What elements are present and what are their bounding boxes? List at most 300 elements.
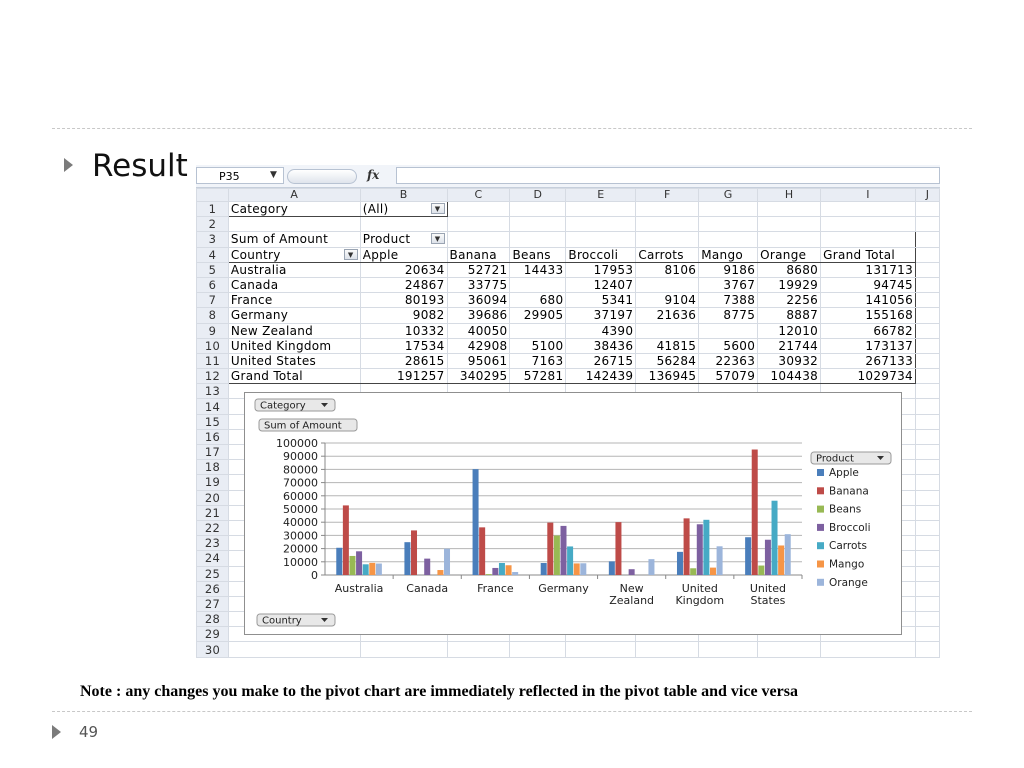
- product-filter-dropdown-icon[interactable]: ▼: [431, 233, 445, 244]
- bar-banana[interactable]: [343, 505, 349, 575]
- cell[interactable]: [360, 217, 447, 232]
- value-cell[interactable]: [566, 353, 636, 368]
- value-cell-text: 24867: [404, 278, 445, 293]
- column-header[interactable]: [566, 189, 636, 202]
- value-cell[interactable]: [758, 323, 821, 338]
- cell[interactable]: [916, 460, 940, 475]
- category-field-button-label: Category: [260, 400, 306, 412]
- row-header[interactable]: [197, 338, 229, 353]
- value-cell[interactable]: [566, 262, 636, 277]
- bar-orange[interactable]: [444, 549, 450, 575]
- formula-bar-resize-handle[interactable]: [287, 169, 357, 184]
- filter-value-cell-text: (All): [362, 202, 389, 217]
- bar-orange[interactable]: [717, 546, 723, 575]
- bar-banana[interactable]: [479, 527, 485, 575]
- worksheet-row: [197, 232, 940, 247]
- bar-broccoli[interactable]: [697, 524, 703, 575]
- value-cell[interactable]: [360, 262, 447, 277]
- value-cell[interactable]: [510, 323, 566, 338]
- bar-carrots[interactable]: [772, 501, 778, 575]
- y-tick-label: 20000: [283, 542, 318, 556]
- value-cell[interactable]: [699, 308, 758, 323]
- column-header[interactable]: [510, 189, 566, 202]
- bar-carrots[interactable]: [703, 520, 709, 575]
- cell[interactable]: [916, 247, 940, 262]
- product-header-cell[interactable]: [447, 247, 510, 262]
- cell[interactable]: [916, 566, 940, 581]
- row-header-text: 26: [204, 581, 221, 596]
- cell[interactable]: [447, 232, 510, 247]
- bar-apple[interactable]: [404, 542, 410, 575]
- row-total-cell-text: 94745: [873, 278, 913, 293]
- value-cell-text: 38436: [593, 338, 634, 353]
- slide-note: Note : any changes you make to the pivot chart are immediately reflected in the pivot table and vice versa: [80, 683, 798, 700]
- cell[interactable]: [447, 642, 510, 657]
- cell[interactable]: [916, 520, 940, 535]
- value-cell[interactable]: [636, 338, 699, 353]
- value-cell[interactable]: [447, 293, 510, 308]
- value-cell[interactable]: [636, 353, 699, 368]
- row-header[interactable]: [197, 536, 229, 551]
- insert-function-icon[interactable]: fx: [367, 168, 380, 182]
- cell[interactable]: [916, 202, 940, 217]
- value-cell[interactable]: [447, 338, 510, 353]
- column-header[interactable]: [228, 189, 360, 202]
- bar-mango[interactable]: [369, 563, 375, 575]
- cell[interactable]: [916, 217, 940, 232]
- bar-apple[interactable]: [609, 561, 615, 575]
- value-cell-text: 4390: [601, 323, 634, 338]
- value-cell[interactable]: [758, 262, 821, 277]
- column-header[interactable]: [821, 189, 916, 202]
- legend-label: Orange: [829, 576, 868, 589]
- grand-total-value-cell[interactable]: [566, 369, 636, 384]
- cell[interactable]: [916, 232, 940, 247]
- row-header[interactable]: [197, 232, 229, 247]
- cell[interactable]: [916, 642, 940, 657]
- cell[interactable]: [758, 217, 821, 232]
- cell[interactable]: [447, 217, 510, 232]
- value-cell[interactable]: [510, 262, 566, 277]
- row-header-text: 24: [204, 551, 221, 566]
- product-header-cell[interactable]: [566, 247, 636, 262]
- row-header-text: 13: [204, 384, 221, 399]
- value-cell[interactable]: [360, 308, 447, 323]
- row-header-text: 12: [204, 369, 221, 384]
- cell[interactable]: [916, 551, 940, 566]
- cell[interactable]: [916, 399, 940, 414]
- value-cell[interactable]: [699, 338, 758, 353]
- value-cell-text: 30932: [778, 353, 819, 368]
- column-header[interactable]: [758, 189, 821, 202]
- bar-apple[interactable]: [336, 548, 342, 575]
- cell[interactable]: [510, 642, 566, 657]
- bar-apple[interactable]: [473, 469, 479, 575]
- bar-beans[interactable]: [690, 568, 696, 575]
- worksheet-row: [197, 202, 940, 217]
- grand-total-value-cell[interactable]: [510, 369, 566, 384]
- cell[interactable]: [758, 232, 821, 247]
- column-header[interactable]: [447, 189, 510, 202]
- product-header-cell[interactable]: [510, 247, 566, 262]
- cell[interactable]: [916, 262, 940, 277]
- row-header[interactable]: [197, 642, 229, 657]
- x-tick-label: New: [619, 582, 644, 595]
- value-cell[interactable]: [636, 308, 699, 323]
- bar-mango[interactable]: [437, 570, 443, 575]
- cell[interactable]: [916, 429, 940, 444]
- row-header[interactable]: [197, 566, 229, 581]
- value-cell[interactable]: [636, 262, 699, 277]
- cell[interactable]: [916, 308, 940, 323]
- value-cell[interactable]: [566, 308, 636, 323]
- bar-mango[interactable]: [778, 545, 784, 575]
- grand-total-value-cell[interactable]: [447, 369, 510, 384]
- value-cell[interactable]: [360, 323, 447, 338]
- worksheet-row: [197, 323, 940, 338]
- value-cell[interactable]: [447, 308, 510, 323]
- row-header[interactable]: [197, 202, 229, 217]
- cell[interactable]: [566, 642, 636, 657]
- bar-banana[interactable]: [752, 450, 758, 575]
- bar-broccoli[interactable]: [492, 568, 498, 575]
- bar-broccoli[interactable]: [424, 559, 430, 575]
- cell[interactable]: [916, 627, 940, 642]
- country-cell[interactable]: [228, 353, 360, 368]
- row-header[interactable]: [197, 414, 229, 429]
- row-header[interactable]: [197, 247, 229, 262]
- bar-mango[interactable]: [506, 565, 512, 575]
- value-cell-text: 17953: [593, 262, 634, 277]
- bullet-arrow-icon: [64, 158, 73, 172]
- country-cell-text: New Zealand: [230, 323, 314, 338]
- product-header-cell-text: Mango: [701, 247, 744, 262]
- grand-total-value-cell-text: 104438: [770, 369, 819, 384]
- bar-apple[interactable]: [541, 563, 547, 575]
- value-cell-text: 8106: [664, 262, 697, 277]
- value-cell[interactable]: [447, 277, 510, 292]
- cell[interactable]: [916, 612, 940, 627]
- row-header[interactable]: [197, 308, 229, 323]
- product-header-cell[interactable]: [758, 247, 821, 262]
- cell[interactable]: [821, 232, 916, 247]
- value-cell-text: 8775: [723, 308, 756, 323]
- bar-carrots[interactable]: [499, 563, 505, 575]
- row-header[interactable]: [197, 384, 229, 399]
- cell[interactable]: [916, 475, 940, 490]
- country-cell[interactable]: [228, 338, 360, 353]
- value-cell-text: 26715: [593, 353, 634, 368]
- cell[interactable]: [916, 277, 940, 292]
- cell[interactable]: [821, 217, 916, 232]
- row-header[interactable]: [197, 353, 229, 368]
- column-header-text: J: [925, 188, 930, 201]
- row-header[interactable]: [197, 445, 229, 460]
- filter-label-cell[interactable]: [228, 202, 360, 217]
- cell[interactable]: [916, 596, 940, 611]
- bar-beans[interactable]: [758, 566, 764, 575]
- product-header-cell[interactable]: [360, 247, 447, 262]
- excel-screenshot: [196, 165, 940, 660]
- country-cell[interactable]: [228, 308, 360, 323]
- cell[interactable]: [821, 642, 916, 657]
- value-cell[interactable]: [510, 277, 566, 292]
- value-cell-text: 56284: [656, 353, 697, 368]
- cell[interactable]: [758, 642, 821, 657]
- country-cell[interactable]: [228, 293, 360, 308]
- value-cell[interactable]: [758, 277, 821, 292]
- country-filter-dropdown-icon[interactable]: ▼: [344, 249, 358, 260]
- legend-swatch-orange: [817, 579, 824, 586]
- cell[interactable]: [916, 581, 940, 596]
- row-header[interactable]: [197, 277, 229, 292]
- bar-orange[interactable]: [376, 564, 382, 575]
- row-header-text: 7: [208, 293, 217, 308]
- legend-label: Carrots: [829, 540, 867, 553]
- row-header[interactable]: [197, 399, 229, 414]
- grand-total-header-cell-text: Grand Total: [823, 247, 896, 262]
- worksheet-row: [197, 369, 940, 384]
- row-header[interactable]: [197, 429, 229, 444]
- bar-apple[interactable]: [677, 552, 683, 575]
- row-header[interactable]: [197, 581, 229, 596]
- legend-label: Mango: [829, 558, 865, 571]
- cell[interactable]: [699, 232, 758, 247]
- cell[interactable]: [821, 202, 916, 217]
- cell[interactable]: [916, 414, 940, 429]
- cell[interactable]: [916, 384, 940, 399]
- cell[interactable]: [636, 202, 699, 217]
- bar-banana[interactable]: [684, 518, 690, 575]
- worksheet-row: [197, 217, 940, 232]
- row-total-cell-text: 173137: [865, 338, 913, 353]
- value-cell-text: 29905: [523, 308, 564, 323]
- value-cell[interactable]: [566, 323, 636, 338]
- row-header[interactable]: [197, 217, 229, 232]
- bar-banana[interactable]: [411, 530, 417, 575]
- row-header[interactable]: [197, 460, 229, 475]
- bar-mango[interactable]: [710, 568, 716, 575]
- cell[interactable]: [566, 217, 636, 232]
- worksheet-row: [197, 353, 940, 368]
- row-header[interactable]: [197, 520, 229, 535]
- column-field-cell[interactable]: [360, 232, 447, 247]
- value-cell[interactable]: [758, 338, 821, 353]
- cell[interactable]: [916, 445, 940, 460]
- cell[interactable]: [916, 323, 940, 338]
- category-filter-dropdown-icon[interactable]: ▼: [431, 203, 445, 214]
- cell[interactable]: [510, 202, 566, 217]
- value-cell[interactable]: [699, 262, 758, 277]
- row-header[interactable]: [197, 475, 229, 490]
- bar-carrots[interactable]: [567, 546, 573, 575]
- cell[interactable]: [566, 202, 636, 217]
- x-tick-label: Australia: [334, 582, 384, 595]
- row-header-text: 8: [208, 308, 217, 323]
- page-bullet-icon: [52, 725, 61, 739]
- bar-orange[interactable]: [648, 559, 654, 575]
- product-header-cell[interactable]: [699, 247, 758, 262]
- value-cell[interactable]: [510, 293, 566, 308]
- cell[interactable]: [758, 202, 821, 217]
- row-header-text: 17: [204, 445, 221, 460]
- value-cell-text: 80193: [404, 293, 445, 308]
- value-cell[interactable]: [360, 277, 447, 292]
- cell[interactable]: [699, 217, 758, 232]
- value-cell[interactable]: [447, 353, 510, 368]
- column-header[interactable]: [916, 189, 940, 202]
- formula-input[interactable]: [396, 167, 940, 184]
- filter-value-cell[interactable]: [360, 202, 447, 217]
- value-cell[interactable]: [758, 308, 821, 323]
- value-cell[interactable]: [636, 293, 699, 308]
- row-total-cell[interactable]: [821, 293, 916, 308]
- row-header-text: 20: [204, 490, 221, 505]
- cell[interactable]: [510, 217, 566, 232]
- bar-broccoli[interactable]: [561, 526, 567, 575]
- row-total-cell[interactable]: [821, 262, 916, 277]
- bar-banana[interactable]: [615, 522, 621, 575]
- value-cell[interactable]: [636, 323, 699, 338]
- value-cell[interactable]: [699, 323, 758, 338]
- column-header[interactable]: [636, 189, 699, 202]
- grand-total-label-cell[interactable]: [228, 369, 360, 384]
- product-header-cell-text: Broccoli: [568, 247, 619, 262]
- value-cell[interactable]: [758, 293, 821, 308]
- column-header[interactable]: [699, 189, 758, 202]
- row-total-cell[interactable]: [821, 323, 916, 338]
- value-cell[interactable]: [447, 262, 510, 277]
- country-cell[interactable]: [228, 262, 360, 277]
- bar-beans[interactable]: [486, 574, 492, 575]
- row-header[interactable]: [197, 596, 229, 611]
- legend-label: Apple: [829, 467, 859, 479]
- grand-total-value-cell[interactable]: [699, 369, 758, 384]
- cell[interactable]: [228, 642, 360, 657]
- value-cell[interactable]: [566, 293, 636, 308]
- cell[interactable]: [636, 642, 699, 657]
- row-header[interactable]: [197, 293, 229, 308]
- cell[interactable]: [360, 642, 447, 657]
- cell[interactable]: [566, 232, 636, 247]
- row-total-cell[interactable]: [821, 353, 916, 368]
- value-cell[interactable]: [699, 353, 758, 368]
- row-header[interactable]: [197, 627, 229, 642]
- row-total-cell[interactable]: [821, 338, 916, 353]
- legend-swatch-mango: [817, 561, 824, 568]
- bar-carrots[interactable]: [363, 564, 369, 575]
- name-box-dropdown-icon[interactable]: ▼: [270, 170, 277, 180]
- product-header-cell[interactable]: [636, 247, 699, 262]
- row-total-cell[interactable]: [821, 277, 916, 292]
- grand-total-value-cell[interactable]: [636, 369, 699, 384]
- name-box[interactable]: P35: [196, 167, 284, 184]
- value-cell[interactable]: [566, 338, 636, 353]
- value-cell[interactable]: [510, 308, 566, 323]
- value-cell[interactable]: [566, 277, 636, 292]
- bar-apple[interactable]: [745, 537, 751, 575]
- y-tick-label: 70000: [283, 476, 318, 490]
- column-header[interactable]: [360, 189, 447, 202]
- row-header[interactable]: [197, 612, 229, 627]
- bar-mango[interactable]: [574, 563, 580, 575]
- bar-broccoli[interactable]: [629, 569, 635, 575]
- cell[interactable]: [916, 293, 940, 308]
- value-cell[interactable]: [699, 293, 758, 308]
- cell[interactable]: [916, 369, 940, 384]
- formula-bar: [196, 165, 940, 188]
- value-cell[interactable]: [360, 293, 447, 308]
- grand-total-cell[interactable]: [821, 369, 916, 384]
- value-cell[interactable]: [758, 353, 821, 368]
- bar-banana[interactable]: [547, 523, 553, 575]
- country-cell-text: Germany: [230, 308, 289, 323]
- grand-total-value-cell[interactable]: [758, 369, 821, 384]
- value-cell[interactable]: [636, 277, 699, 292]
- value-cell[interactable]: [699, 277, 758, 292]
- select-all-corner[interactable]: [197, 189, 229, 202]
- bar-broccoli[interactable]: [356, 551, 362, 575]
- grand-total-value-cell[interactable]: [360, 369, 447, 384]
- cell[interactable]: [916, 505, 940, 520]
- cell[interactable]: [916, 338, 940, 353]
- row-total-cell-text: 155168: [865, 308, 913, 323]
- country-cell[interactable]: [228, 323, 360, 338]
- value-cell-text: 28615: [404, 353, 445, 368]
- x-tick-label: United: [681, 582, 718, 595]
- row-header-text: 15: [204, 414, 221, 429]
- cell[interactable]: [636, 232, 699, 247]
- value-cell[interactable]: [360, 338, 447, 353]
- cell[interactable]: [510, 232, 566, 247]
- value-cell[interactable]: [447, 323, 510, 338]
- cell[interactable]: [916, 353, 940, 368]
- bar-orange[interactable]: [512, 572, 518, 575]
- value-cell[interactable]: [360, 353, 447, 368]
- bar-orange[interactable]: [785, 534, 791, 575]
- country-cell[interactable]: [228, 277, 360, 292]
- row-header[interactable]: [197, 551, 229, 566]
- legend-swatch-banana: [817, 487, 824, 494]
- row-header[interactable]: [197, 323, 229, 338]
- row-header[interactable]: [197, 369, 229, 384]
- row-header[interactable]: [197, 505, 229, 520]
- value-cell[interactable]: [510, 353, 566, 368]
- cell[interactable]: [699, 202, 758, 217]
- row-field-cell[interactable]: [228, 247, 360, 262]
- bar-beans[interactable]: [554, 536, 560, 575]
- value-cell[interactable]: [510, 338, 566, 353]
- row-header[interactable]: [197, 262, 229, 277]
- legend-swatch-beans: [817, 506, 824, 513]
- cell[interactable]: [916, 490, 940, 505]
- cell[interactable]: [228, 217, 360, 232]
- grand-total-header-cell[interactable]: [821, 247, 916, 262]
- values-label-cell[interactable]: [228, 232, 360, 247]
- cell[interactable]: [699, 642, 758, 657]
- bar-orange[interactable]: [580, 563, 586, 575]
- bar-broccoli[interactable]: [765, 540, 771, 575]
- pivot-chart[interactable]: [244, 392, 902, 635]
- row-header[interactable]: [197, 490, 229, 505]
- cell[interactable]: [916, 536, 940, 551]
- cell[interactable]: [636, 217, 699, 232]
- row-total-cell[interactable]: [821, 308, 916, 323]
- value-cell-text: 9082: [412, 308, 445, 323]
- cell[interactable]: [447, 202, 510, 217]
- worksheet-row: [197, 338, 940, 353]
- bar-beans[interactable]: [349, 556, 355, 575]
